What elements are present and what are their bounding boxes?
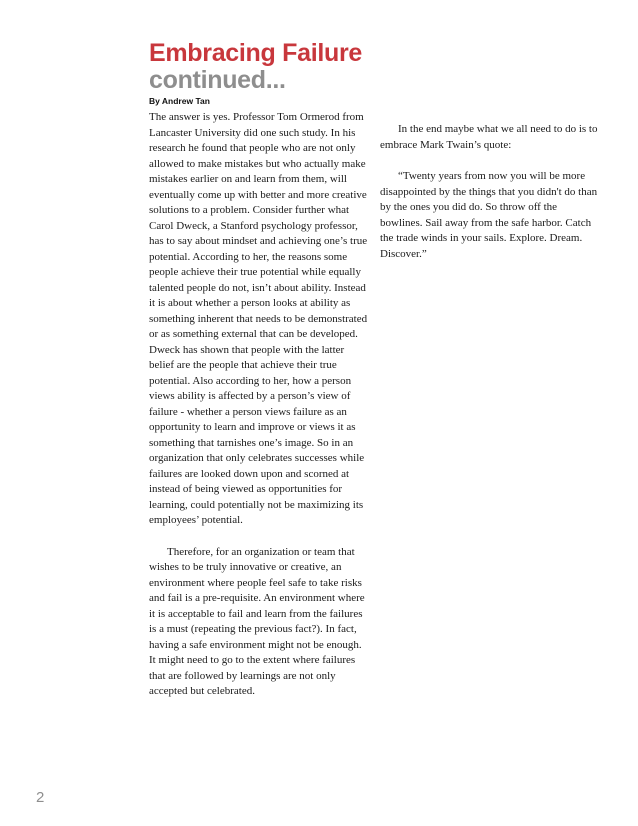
article-column-right [380, 122, 602, 262]
article-column-left [149, 110, 371, 700]
page-number: 2 [36, 789, 45, 806]
paragraph: The answer is yes. Professor Tom Ormerod from Lancaster University did one such study. In his research he found that people who are not only allowed to make mistakes but who actually make mistakes earlier on and learn from them, will eventually come up with better and more creative solutions to a problem. Consider further what Carol Dweck, a Stanford psychology professor, has to say about mindset and achieving one’s true potential. According to her, the reasons some people achieve their true potential while equally talented people do not, isn’t about ability. Instead it is about whether a person looks at ability as something inherent that needs to be demonstrated or as something external that can be developed. Dweck has shown that people with the latter belief are the people that achieve their true potential. Also according to her, how a person views ability is affected by a person’s view of failure - whether a person views failure as an opportunity to learn and improve or views it as something that tarnishes one’s image. So in an organization that only celebrates successes while failures are looked down upon and scorned at instead of being viewed as opportunities for learning, could potentially not be maximizing its employees’ potential. [149, 111, 368, 526]
paragraph: Therefore, for an organization or team that wishes to be truly innovative or creative, an environment where people feel safe to take risks and fail is a pre-requisite. An environment where it is acceptable to fail and learn from the failures is a must (repeating the previous fact?). In fact, having a safe environment might not be enough. It might need to go to the extent where failures that are followed by learnings are not only accepted but celebrated. [149, 545, 365, 697]
paragraph: In the end maybe what we all need to do is to embrace Mark Twain’s quote: [380, 123, 598, 151]
article-title [149, 40, 362, 94]
quote-paragraph: “Twenty years from now you will be more disappointed by the things that you didn't do than by the ones you did do. So throw off the bowlines. Sail away from the safe harbor. Catch the trade winds in your sails. Explore. Dream. Discover.” [380, 170, 598, 260]
title-line-main: Embracing Failure [149, 39, 363, 67]
title-line-continued: continued... [149, 66, 286, 94]
author-byline: By Andrew Tan [149, 96, 210, 106]
